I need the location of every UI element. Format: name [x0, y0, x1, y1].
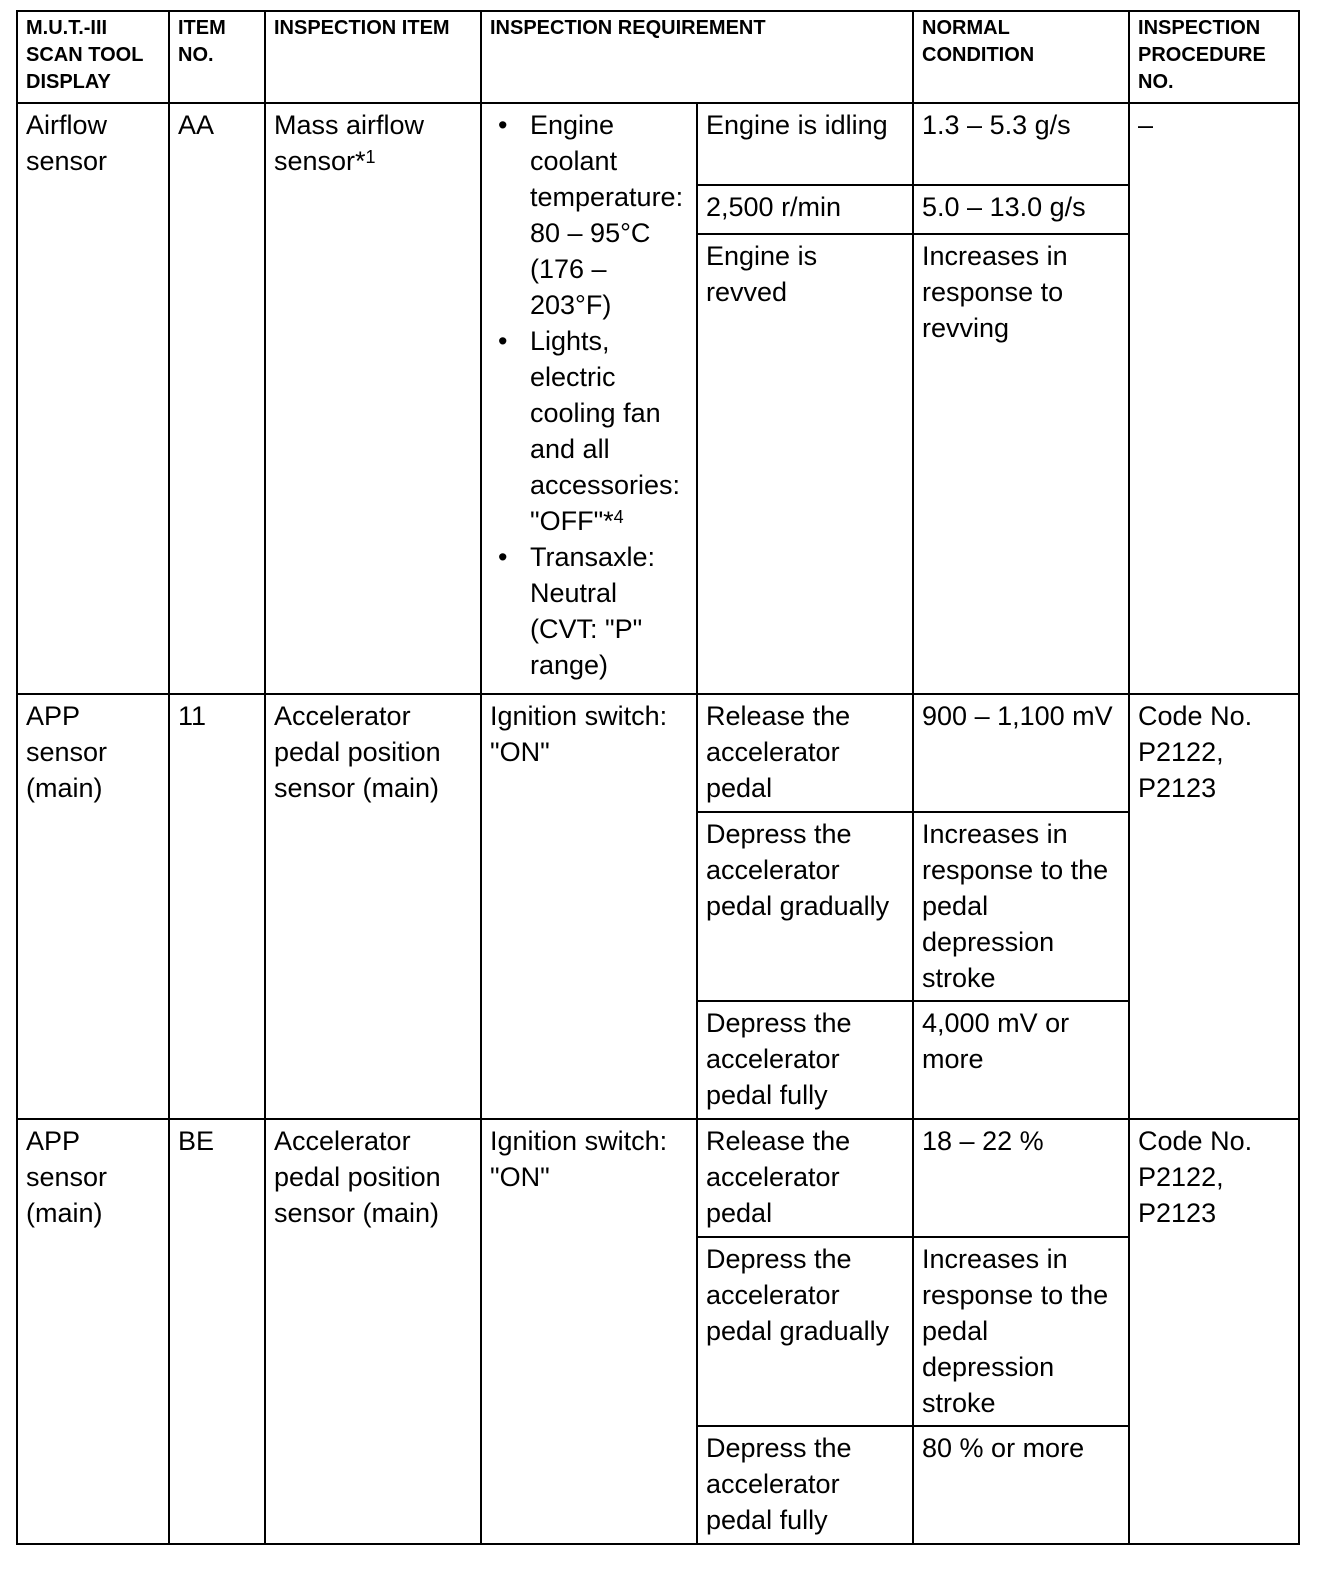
cell-state: Engine is idling: [697, 103, 913, 185]
cell-normal-condition: 1.3 – 5.3 g/s: [913, 103, 1129, 185]
cell-inspection-requirement: [481, 103, 697, 694]
cell-inspection-requirement: Ignition switch: "ON": [481, 694, 697, 1119]
cell-inspection-item: Accelerator pedal position sensor (main): [265, 1119, 481, 1544]
inspection-table: [16, 10, 1300, 1545]
table-row: [17, 1119, 1299, 1237]
header-inspection-procedure-no: INSPECTION PROCEDURE NO.: [1129, 11, 1299, 103]
cell-item-no: AA: [169, 103, 265, 694]
list-item: • Lights, electric cooling fan and all accessories: "OFF"*$^4$: [530, 323, 688, 539]
header-scan-tool-display: M.U.T.-III SCAN TOOL DISPLAY: [17, 11, 169, 103]
table-row: [17, 694, 1299, 812]
cell-scan-tool-display: APP sensor (main): [17, 694, 169, 1119]
cell-state: Release the accelerator pedal: [697, 694, 913, 812]
cell-state: Depress the accelerator pedal fully: [697, 1426, 913, 1544]
header-normal-condition: NORMAL CONDITION: [913, 11, 1129, 103]
cell-item-no: BE: [169, 1119, 265, 1544]
inspection-item-text: Mass airflow sensor*: [274, 110, 425, 176]
cell-state: Depress the accelerator pedal gradually: [697, 1237, 913, 1426]
cell-scan-tool-display: Airflow sensor: [17, 103, 169, 694]
cell-state: Depress the accelerator pedal fully: [697, 1001, 913, 1119]
cell-state: Depress the accelerator pedal gradually: [697, 812, 913, 1001]
table-row: [17, 103, 1299, 185]
cell-normal-condition: 80 % or more: [913, 1426, 1129, 1544]
cell-normal-condition: 5.0 – 13.0 g/s: [913, 185, 1129, 234]
cell-scan-tool-display: APP sensor (main): [17, 1119, 169, 1544]
cell-state: Engine is revved: [697, 234, 913, 694]
list-item: • Transaxle: Neutral (CVT: "P" range): [530, 539, 688, 683]
header-inspection-item: INSPECTION ITEM: [265, 11, 481, 103]
footnote-marker: 4: [613, 507, 624, 527]
cell-procedure-no: –: [1129, 103, 1299, 694]
table-header-row: [17, 11, 1299, 103]
cell-inspection-item: [265, 103, 481, 694]
cell-inspection-requirement: Ignition switch: "ON": [481, 1119, 697, 1544]
cell-normal-condition: Increases in response to the pedal depression stroke: [913, 1237, 1129, 1426]
header-item-no: ITEM NO.: [169, 11, 265, 103]
header-inspection-requirement: INSPECTION REQUIREMENT: [481, 11, 913, 103]
cell-normal-condition: 4,000 mV or more: [913, 1001, 1129, 1119]
list-item: • Engine coolant temperature: 80 – 95°C (176 – 203°F): [530, 107, 688, 323]
cell-procedure-no: Code No. P2122, P2123: [1129, 1119, 1299, 1544]
cell-inspection-item: Accelerator pedal position sensor (main): [265, 694, 481, 1119]
cell-state: Release the accelerator pedal: [697, 1119, 913, 1237]
cell-normal-condition: 900 – 1,100 mV: [913, 694, 1129, 812]
cell-normal-condition: Increases in response to revving: [913, 234, 1129, 694]
requirement-list: [490, 107, 688, 683]
cell-procedure-no: Code No. P2122, P2123: [1129, 694, 1299, 1119]
cell-normal-condition: 18 – 22 %: [913, 1119, 1129, 1237]
cell-state: 2,500 r/min: [697, 185, 913, 234]
footnote-marker: 1: [365, 147, 376, 167]
cell-normal-condition: Increases in response to the pedal depression stroke: [913, 812, 1129, 1001]
cell-item-no: 11: [169, 694, 265, 1119]
